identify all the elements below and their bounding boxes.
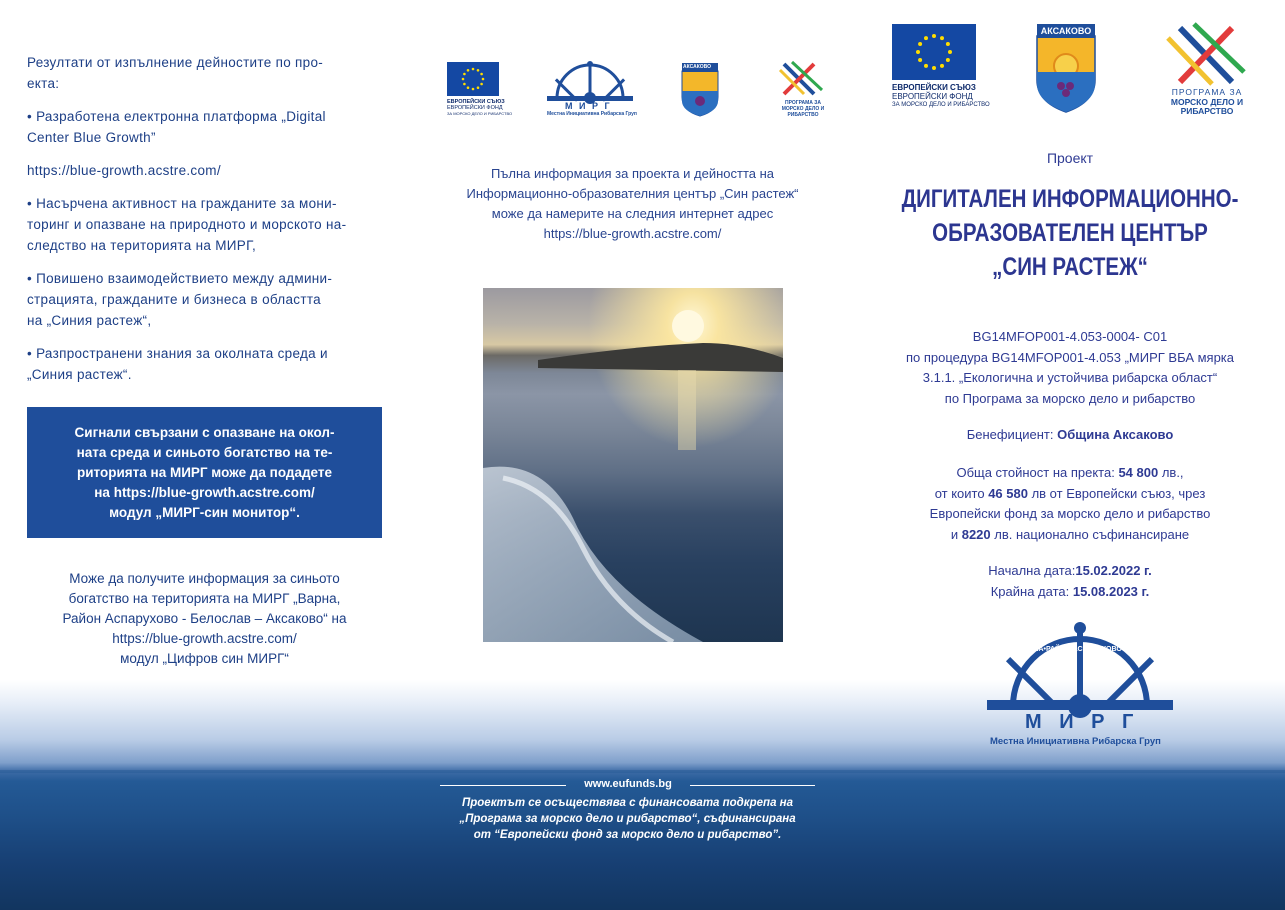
eufunds-link[interactable]: www.eufunds.bg — [584, 778, 672, 790]
project-title: ДИГИТАЛЕН ИНФОРМАЦИОННО- ОБРАЗОВАТЕЛЕН ЦЕНТЪР „СИН РАСТЕЖ“ — [901, 185, 1239, 281]
results-section: Резултати от изпълнение дейностите по про- екта: • Разработена електронна платформа „Digital Center Blue Growth” https://blue-growth.acstre.com/ • Насърчена активност на гражданите за мони- торинг и опазване на природното и морското на- следство на територията на МИРГ, • Повишено взаимодействието между админи- страцията, гражданите и бизнеса в областта на „Синия растеж“, • Разпространени знания за околната среда и „Синия растеж“. — [27, 52, 377, 385]
beneficiary: Бенефициент: Община Аксаково — [966, 427, 1174, 442]
divider-left — [440, 785, 566, 786]
eu-stars-icon — [447, 62, 499, 96]
project-code-section: BG14MFOP001-4.053-0004- C01 по процедура BG14MFOP001-4.053 „МИРГ ВБА мярка 3.1.1. „Екологична и устойчива рибарска област“ по Програма за морско дело и рибарство — [905, 329, 1235, 406]
result-bullet: • Разпространени знания за околната среда и — [27, 346, 328, 361]
sea-sunset-photo — [483, 288, 783, 642]
signals-box: Сигнали свързани с опазване на окол- ната среда и синьото богатство на те- риторията на МИРГ може да подадете на https://blue-growth.acstre.com/ модул „МИРГ-син монитор“. — [27, 407, 382, 538]
info-section: Може да получите информация за синьото богатство на територията на МИРГ „Варна, Район Аспарухово - Белослав – Аксаково“ на https://blue-growth.acstre.com/ модул „Цифров син МИРГ“ — [27, 569, 382, 669]
footer-site-row — [440, 779, 815, 791]
eu-stars-icon — [892, 24, 976, 80]
aksakovo-coat-small: АКСАКОВО — [681, 61, 719, 117]
mirg-logo-small: М И Р Г Местна Инициативна Рибарска Груп — [545, 60, 635, 120]
project-value-section: Обща стойност на пректа: 54 800 лв., от които 46 580 лв от Европейски съюз, чрез Европейски фонд за морско дело и рибарство и 8220 лв. национално съфинансиране — [929, 465, 1211, 542]
mirg-logo: М И Р Г Местна Инициативна Рибарска Груп ВАРНА•РАЙОН АСПАРУХОВО•БЕЛОСЛАВ•АКСАКОВО — [985, 620, 1175, 750]
result-bullet: • Разработена електронна платформа „Digital — [27, 109, 326, 124]
program-logo: ПРОГРАМА ЗА МОРСКО ДЕЛО И РИБАРСТВО — [1162, 22, 1252, 117]
result-bullet: • Насърчена активност на гражданите за мони- — [27, 196, 337, 211]
project-dates: Начална дата:15.02.2022 г. Крайна дата: 15.08.2023 г. — [988, 563, 1152, 599]
project-label: Проект — [1046, 150, 1094, 166]
program-logo-small: ПРОГРАМА ЗА МОРСКО ДЕЛО И РИБАРСТВО — [774, 60, 832, 120]
results-heading: Резултати от изпълнение дейностите по про- — [27, 55, 324, 70]
url-link[interactable]: https://blue-growth.acstre.com/ — [543, 226, 722, 241]
program-x-icon — [1162, 22, 1246, 86]
horizon-line — [0, 770, 1285, 773]
full-info-section: Пълна информация за проекта и дейността на Информационно-образователния център „Син растеж“ може да намерите на следния интернет адрес https://blue-growth.acstre.com/ — [430, 164, 835, 244]
program-x-icon — [774, 60, 824, 98]
result-bullet: • Повишено взаимодействието между админи- — [27, 271, 333, 286]
divider-right — [690, 785, 815, 786]
eu-logo: ЕВРОПЕЙСКИ СЪЮЗ ЕВРОПЕЙСКИ ФОНД ЗА МОРСКО ДЕЛО И РИБАРСТВО — [892, 24, 982, 114]
url-link[interactable]: https://blue-growth.acstre.com/ — [27, 163, 221, 178]
footer-funding-text: Проектът се осъществява с финансовата подкрепа на „Програма за морско дело и рибарство“, съфинансирана от “Европейски фонд за морско дело и рибарство”. — [459, 797, 796, 841]
sunset-sea-image — [483, 288, 783, 642]
eu-logo-small: ЕВРОПЕЙСКИ СЪЮЗ ЕВРОПЕЙСКИ ФОНД ЗА МОРСКО ДЕЛО И РИБАРСТВО — [447, 62, 507, 117]
url-link[interactable]: https://blue-growth.acstre.com/ — [112, 631, 297, 646]
aksakovo-coat: АКСАКОВО — [1035, 22, 1097, 114]
